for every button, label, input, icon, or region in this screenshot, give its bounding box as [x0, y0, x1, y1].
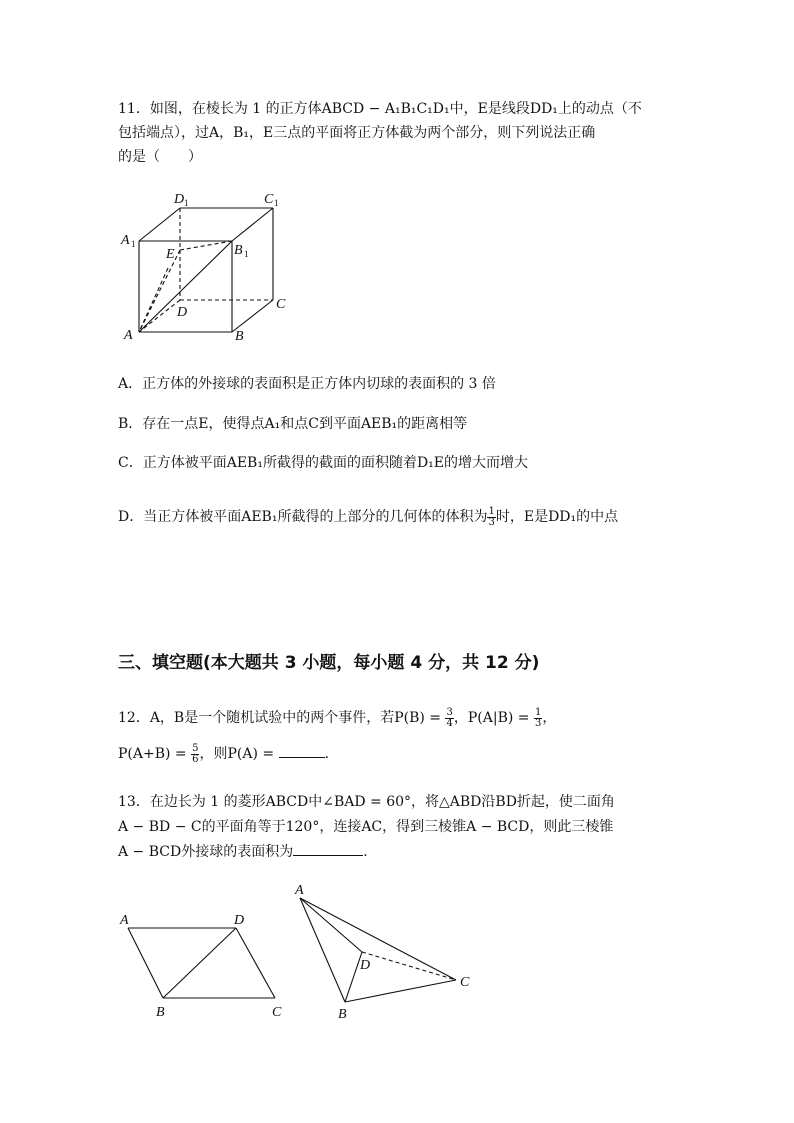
label-D1-sub: 1	[184, 198, 189, 208]
q11-option-a: A．正方体的外接球的表面积是正方体内切球的表面积的 3 倍	[118, 376, 496, 392]
rhombus-label-A: A	[120, 913, 129, 928]
pyramid-label-A: A	[295, 883, 304, 898]
label-A1-sub: 1	[131, 239, 136, 249]
label-B1-sub: 1	[244, 249, 249, 259]
q12-line-2: P(A+B) = $\frac{5}{6}$ ，则P(A) = .	[118, 742, 330, 765]
rhombus-label-D: D	[234, 913, 245, 928]
q13-line-2: A − BD − C的平面角等于120°，连接AC，得到三棱锥A − BCD，则此三棱锥	[118, 819, 614, 835]
answer-blank-12[interactable]	[279, 743, 325, 758]
q11-option-d	[118, 505, 618, 529]
q11-option-b: B．存在一点E，使得点A₁和点C到平面AEB₁的距离相等	[118, 416, 468, 432]
label-C1-sub: 1	[274, 198, 279, 208]
section-3-title: 三、填空题(本大题共 3 小题，每小题 4 分，共 12 分)	[118, 653, 540, 673]
q13-line-3: A − BCD外接球的表面积为 .	[118, 840, 368, 864]
q11-option-d-after: 时，E是DD₁的中点	[495, 509, 619, 525]
rhombus-label-C: C	[272, 1005, 282, 1020]
label-B: B	[235, 329, 244, 344]
q12-line-1: 12．A，B是一个随机试验中的两个事件，若P(B) = $\frac{3}{4}$ ，P(A|B) = $\frac{1}{3}$ ，	[118, 706, 557, 729]
q13-line-1: 13．在边长为 1 的菱形ABCD中∠BAD = 60°，将△ABD沿BD折起，使二面角	[118, 794, 615, 810]
label-B1: B	[234, 243, 243, 258]
label-A: A	[124, 328, 133, 343]
q11-option-d-before: D．当正方体被平面AEB₁所截得的上部分的几何体的体积为	[118, 509, 488, 525]
q11-line-2: 包括端点），过A，B₁，E三点的平面将正方体截为两个部分，则下列说法正确	[118, 125, 596, 141]
q11-option-c: C．正方体被平面AEB₁所截得的截面的面积随着D₁E的增大而增大	[118, 455, 528, 471]
label-E: E	[166, 247, 175, 262]
q11-line-1: 11．如图，在棱长为 1 的正方体ABCD − A₁B₁C₁D₁中，E是线段DD₁上的动点（不	[118, 101, 642, 117]
pyramid-figure	[290, 880, 490, 1020]
q11-line-3: 的是（ ）	[118, 149, 202, 165]
answer-blank-13[interactable]	[293, 841, 363, 856]
label-D1: D	[174, 192, 185, 207]
fraction-pab: $\frac{1}{3}$	[534, 706, 542, 729]
label-A1: A	[121, 233, 130, 248]
label-D: D	[177, 305, 188, 320]
pyramid-label-B: B	[338, 1007, 347, 1022]
pyramid-label-C: C	[460, 975, 470, 990]
pyramid-label-D: D	[360, 958, 371, 973]
fraction-one-third: $\frac{1}{3}$	[488, 505, 495, 528]
label-C: C	[276, 297, 286, 312]
label-C1: C	[264, 192, 274, 207]
cube-figure	[118, 188, 298, 348]
rhombus-figure	[118, 908, 298, 1028]
fraction-pb: $\frac{3}{4}$	[446, 706, 453, 729]
fraction-union: $\frac{5}{6}$	[192, 742, 199, 765]
rhombus-label-B: B	[156, 1005, 165, 1020]
